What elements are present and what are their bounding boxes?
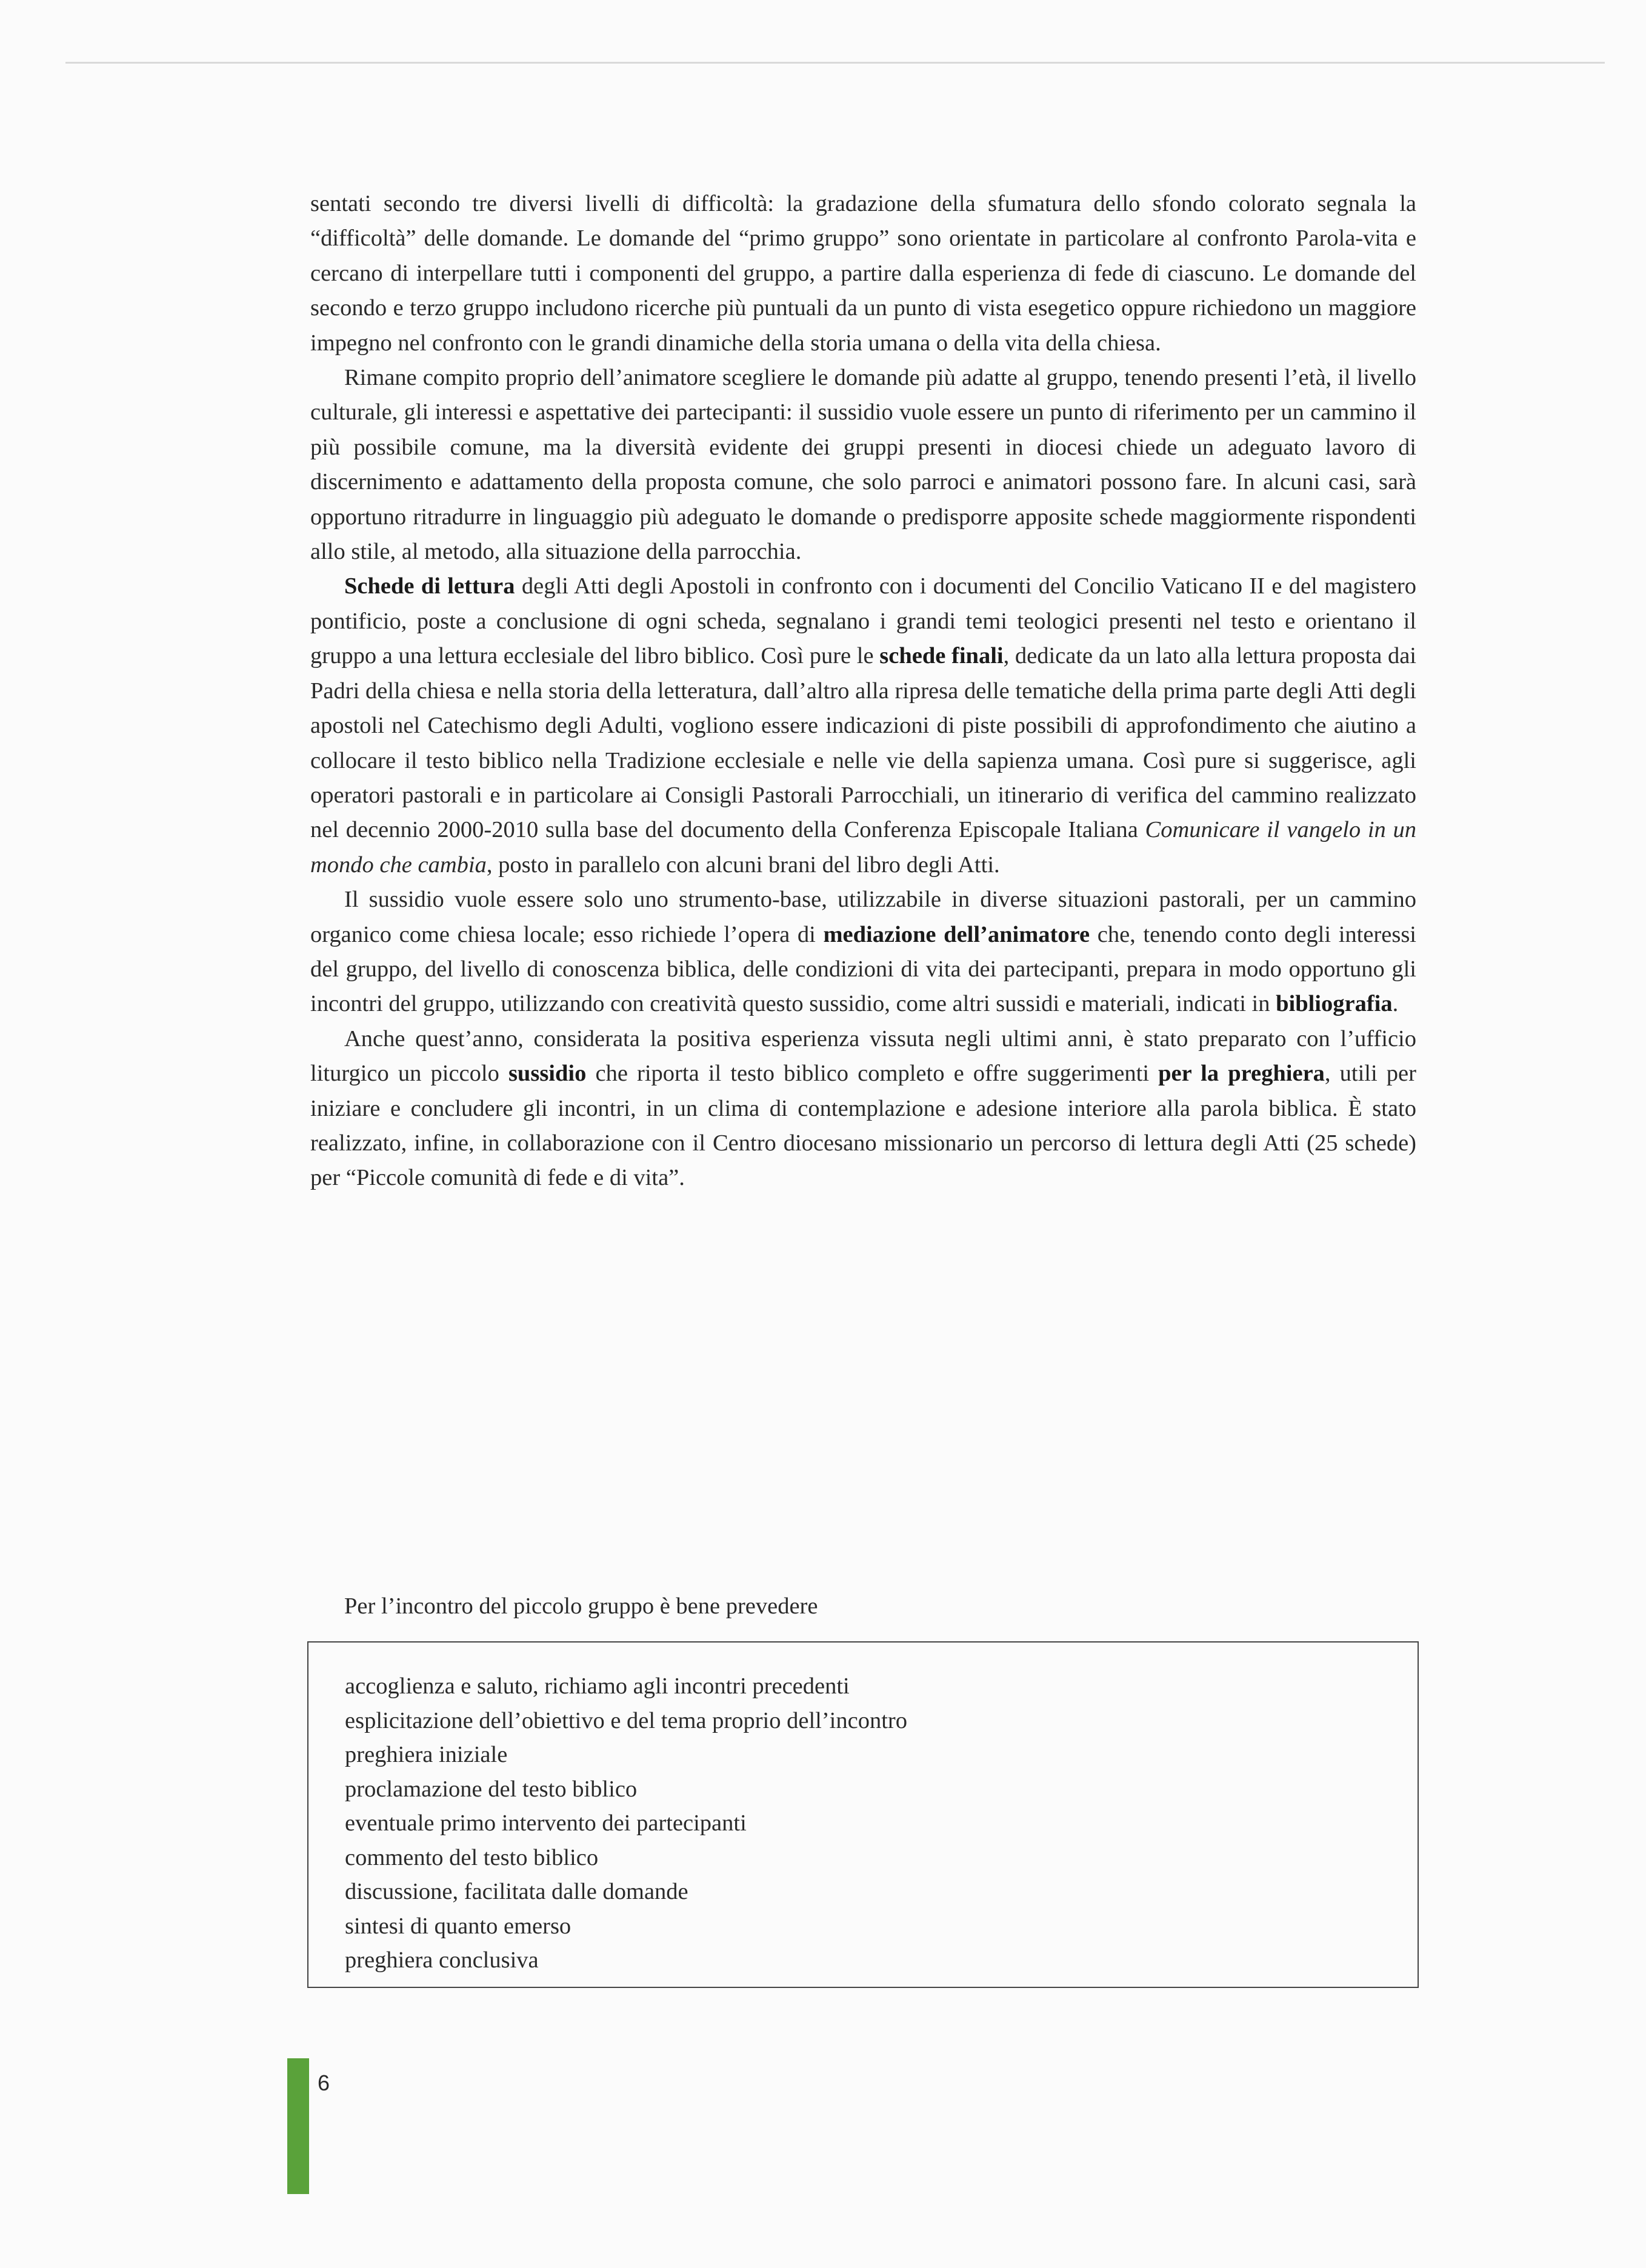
text-run: Anche quest’anno, considerata la positiva esperienza vissuta negli ultimi anni, è stato preparato con l’ufficio liturgico un piccolo [310, 1026, 1416, 1087]
paragraph [310, 361, 1416, 569]
step-item: esplicitazione dell’obiettivo e del tema proprio dell’incontro [345, 1707, 907, 1733]
text-run: che riporta il testo biblico completo e offre suggerimenti [586, 1061, 1159, 1087]
page-accent-bar [287, 2058, 309, 2194]
box-intro: Per l’incontro del piccolo gruppo è bene prevedere [344, 1593, 818, 1619]
step-item: accoglienza e saluto, richiamo agli incontri precedenti [345, 1673, 850, 1699]
italic-title: Comunicare il vangelo in un mondo che cambia [310, 817, 1417, 878]
text-run: che, tenendo conto degli interessi del gruppo, del livello di conoscenza biblica, delle condizioni di vita dei partecipanti, prepara in modo opportuno gli incontri del gruppo, utilizzando con creatività questo sussidio, come altri sussidi e materiali, indicati in [310, 921, 1417, 1017]
page-top-edge [65, 62, 1605, 64]
bold-phrase: mediazione dell’animatore [823, 921, 1090, 947]
text-run: . [1392, 991, 1399, 1017]
bold-phrase: Schede di lettura [344, 573, 515, 599]
text-run: Rimane compito proprio dell’animatore scegliere le domande più adatte al gruppo, tenendo presenti l’età, il livello culturale, gli interessi e aspettative dei partecipanti: il sussidio vuole essere un punto di riferimento per un cammino il più possibile comune, ma la diversità evidente dei gruppi presenti in diocesi chiede un adeguato lavoro di discernimento e adattamento della proposta comune, che solo parroci e animatori possono fare. In alcuni casi, sarà opportuno ritradurre in linguaggio più adeguato le domande o predisporre apposite schede maggiormente rispondenti allo stile, al metodo, alla situazione della parrocchia. [310, 365, 1416, 565]
paragraph [310, 187, 1416, 361]
step-item: preghiera iniziale [345, 1742, 508, 1767]
steps-box [307, 1641, 1419, 1988]
text-run: sentati secondo tre diversi livelli di difficoltà: la gradazione della sfumatura dello sfondo colorato segnala la “difficoltà” delle domande. Le domande del “primo gruppo” sono orientate in particolare al confronto Parola-vita e cercano di interpellare tutti i componenti del gruppo, a partire dalla esperienza di fede di ciascuno. Le domande del secondo e terzo gruppo includono ricerche più puntuali da un punto di vista esegetico oppure richiedono un maggiore impegno nel confronto con le grandi dinamiche della storia umana o della vita della chiesa. [310, 191, 1416, 356]
paragraph [310, 1022, 1416, 1196]
body-text [310, 187, 1416, 1196]
bold-phrase: per la preghiera [1158, 1061, 1325, 1087]
text-run: Il sussidio vuole essere solo uno strumento-base, utilizzabile in diverse situazioni pastorali, per un cammino organico come chiesa locale; esso richiede l’opera di [310, 887, 1416, 947]
page-number: 6 [318, 2070, 330, 2095]
step-item: commento del testo biblico [345, 1844, 599, 1870]
step-item: discussione, facilitata dalle domande [345, 1879, 688, 1904]
text-run: degli Atti degli Apostoli in confronto con i documenti del Concilio Vaticano II e del magistero pontificio, poste a conclusione di ogni scheda, segnalano i grandi temi teologici presenti nel testo e orientano il gruppo a una lettura ecclesiale del libro biblico. Così pure le [310, 573, 1416, 669]
paragraph [310, 882, 1416, 1022]
step-item: eventuale primo intervento dei partecipanti [345, 1810, 747, 1836]
text-run: , utili per iniziare e concludere gli incontri, in un clima di contemplazione e adesione interiore alla parola biblica. È stato realizzato, infine, in collaborazione con il Centro diocesano missionario un percorso di lettura degli Atti (25 schede) per “Piccole comunità di fede e di vita”. [310, 1061, 1416, 1191]
bold-phrase: sussidio [508, 1061, 587, 1087]
steps-list [345, 1669, 907, 1978]
bold-phrase: schede finali [879, 643, 1004, 669]
step-item: proclamazione del testo biblico [345, 1776, 638, 1802]
bold-phrase: bibliografia [1276, 991, 1393, 1017]
step-item: sintesi di quanto emerso [345, 1913, 571, 1939]
paragraph [310, 569, 1416, 882]
text-run: , posto in parallelo con alcuni brani del libro degli Atti. [486, 852, 1000, 878]
text-run: , dedicate da un lato alla lettura proposta dai Padri della chiesa e nella storia della letteratura, dall’altro alla ripresa delle tematiche della prima parte degli Atti degli apostoli nel Catechismo degli Adulti, vogliono essere indicazioni di piste possibili di approfondimento che aiutino a collocare il testo biblico nella Tradizione ecclesiale e nelle vie della sapienza umana. Così pure si suggerisce, agli operatori pastorali e in particolare ai Consigli Pastorali Parrocchiali, un itinerario di verifica del cammino realizzato nel decennio 2000-2010 sulla base del documento della Conferenza Episcopale Italiana [310, 643, 1416, 843]
step-item: preghiera conclusiva [345, 1947, 539, 1973]
